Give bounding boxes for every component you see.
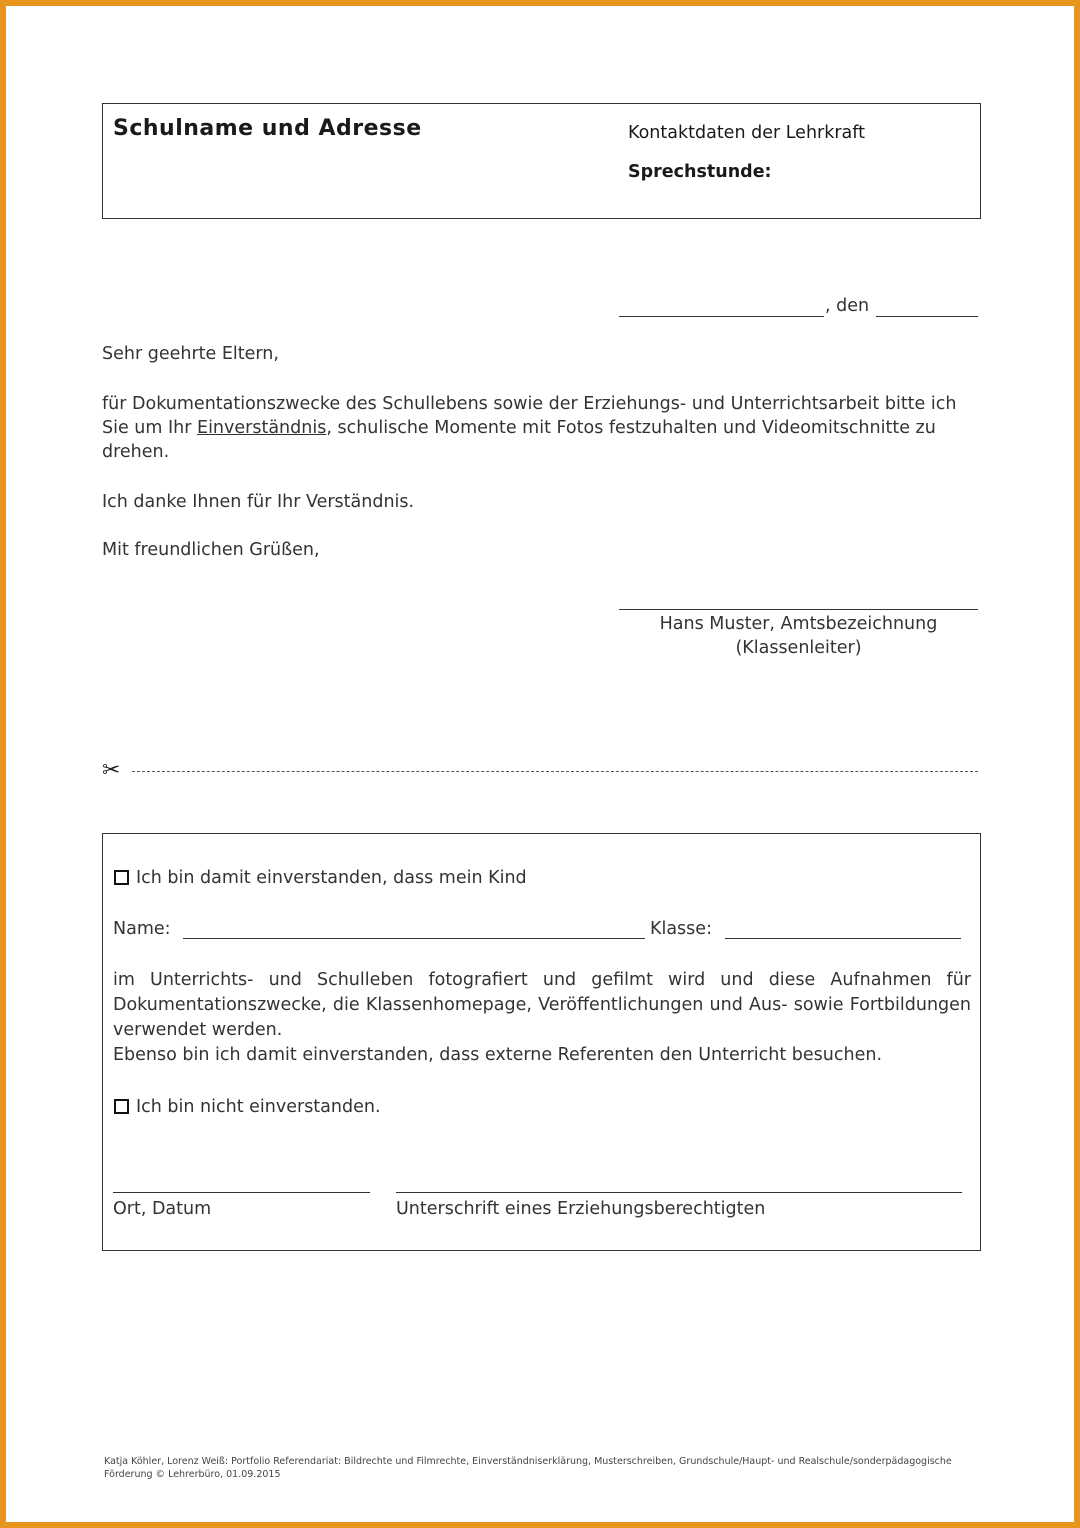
teacher-signature-line: [619, 609, 978, 610]
consent-word: Einverständnis: [197, 418, 327, 438]
date-separator: , den: [825, 296, 870, 316]
disagree-checkbox[interactable]: [114, 1099, 129, 1114]
date-blank-line[interactable]: [876, 316, 978, 317]
letter-body-part2: , schulische Momente mit Fotos festzuhalten und Videomitschnitte zu drehen.: [102, 418, 936, 462]
agree-label: Ich bin damit einverstanden, dass mein Kind: [136, 868, 527, 888]
guardian-signature-label: Unterschrift eines Erziehungsberechtigten: [396, 1199, 766, 1219]
letter-body-part1: für Dokumentationszwecke des Schullebens sowie der Erziehungs- und Unterrichtsarbeit bitte ich Sie um Ihr: [102, 394, 957, 438]
school-name-address: Schulname und Adresse: [113, 116, 422, 141]
teacher-contact-label: Kontaktdaten der Lehrkraft: [628, 123, 865, 143]
place-date-signature-line[interactable]: [113, 1192, 370, 1193]
closing-line: Mit freundlichen Grüßen,: [102, 540, 320, 560]
signer-name: Hans Muster, Amtsbezeichnung: [659, 614, 938, 634]
consent-text: im Unterrichts- und Schulleben fotografiert und gefilmt wird und diese Aufnahmen für Dokumentationszwecke, die Klassenhomepage, Veröffentlichungen und Aus- sowie Fortbildungen verwendet werden.: [113, 970, 971, 1040]
cut-line: [132, 771, 978, 772]
thanks-line: Ich danke Ihnen für Ihr Verständnis.: [102, 492, 415, 512]
consent-slip: [102, 833, 981, 1251]
class-label: Klasse:: [650, 919, 712, 939]
child-name-label: Name:: [113, 919, 171, 939]
external-speakers-text: Ebenso bin ich damit einverstanden, dass externe Referenten den Unterricht besuchen.: [113, 1045, 883, 1065]
letterhead-box: [102, 103, 981, 219]
signer-role: (Klassenleiter): [735, 638, 862, 658]
letter-body: [102, 392, 972, 464]
salutation: Sehr geehrte Eltern,: [102, 344, 279, 364]
disagree-label: Ich bin nicht einverstanden.: [136, 1097, 381, 1117]
scissors-icon: ✂: [102, 758, 121, 783]
footer-citation: Katja Köhler, Lorenz Weiß: Portfolio Referendariat: Bildrechte und Filmrechte, Einverständniserklärung, Musterschreiben, Grundschule/Haupt- und Realschule/sonderpädagogische Förderung © Lehrerbüro, 01.09.2015: [104, 1456, 952, 1480]
class-field[interactable]: [725, 938, 961, 939]
agree-checkbox[interactable]: [114, 870, 129, 885]
guardian-signature-line[interactable]: [396, 1192, 962, 1193]
place-blank-line[interactable]: [619, 316, 824, 317]
office-hours-label: Sprechstunde:: [628, 162, 772, 182]
child-name-field[interactable]: [183, 938, 645, 939]
place-date-label: Ort, Datum: [113, 1199, 212, 1219]
